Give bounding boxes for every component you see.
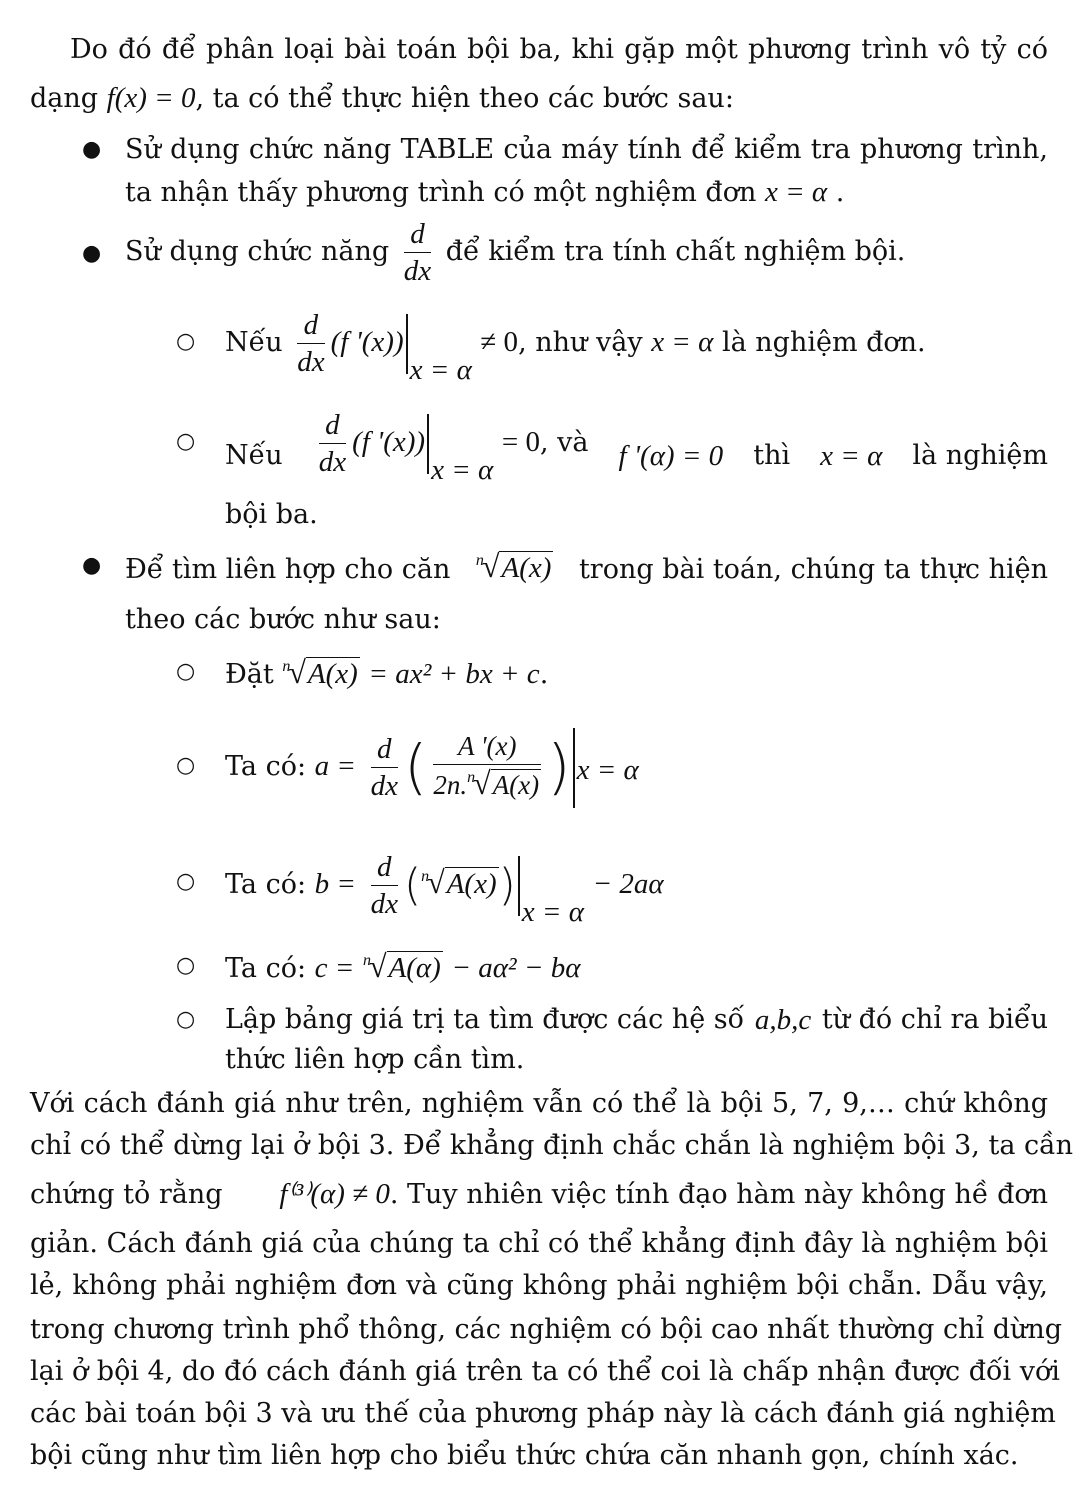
bullet-3-line-1 <box>125 546 1048 593</box>
root-sub-3-line <box>225 838 664 956</box>
root-sub-5-line-1 <box>225 1000 1048 1040</box>
nth-root-Ax: $^n$√A(x) <box>421 864 497 900</box>
nth-root-Ax: $^n$√A(x) <box>475 548 552 584</box>
closing-line-5 <box>30 1266 1048 1306</box>
intro-text-2a: dạng <box>30 83 99 114</box>
bullet-2-text-b: để kiểm tra tính chất nghiệm bội. <box>445 236 906 267</box>
evaluation-point: x = α <box>576 754 639 786</box>
radicand: A(x) <box>307 658 358 690</box>
root-sub-4-text: Ta có: <box>225 953 307 984</box>
bullet-1-line-2 <box>125 172 844 213</box>
closing-text-3b: . Tuy nhiên việc tính đạo hàm này không hề đơn <box>389 1179 1048 1210</box>
sub-2-line <box>225 400 1048 512</box>
closing-line-3 <box>30 1174 1048 1215</box>
closing-text-1: Với cách đánh giá như trên, nghiệm vẫn có thể là bội 5, 7, 9,… chứ không <box>30 1088 1048 1119</box>
evaluation-point: x = α <box>409 354 472 386</box>
radicand: A(x) <box>446 868 497 900</box>
root-sub-2-line <box>225 706 639 830</box>
root-index: n <box>475 552 484 569</box>
root-sub-1-line <box>225 652 548 699</box>
root-sub-5-marker: ○ <box>176 1007 196 1032</box>
fraction-numerator: d <box>404 216 431 253</box>
denominator-prefix: 2n. <box>433 769 468 800</box>
sub-2-derivative <box>319 407 346 480</box>
fraction-d-dx <box>404 216 431 289</box>
radicand: A(x) <box>501 552 552 584</box>
coefficient-c: c = <box>314 952 355 984</box>
sub-1-relation: ≠ 0 <box>480 326 519 358</box>
closing-text-8: các bài toán bội 3 và ưu thế của phương pháp này là cách đánh giá nghiệm <box>30 1398 1056 1429</box>
fraction-denominator: dx <box>403 255 432 287</box>
bullet-2-marker: ● <box>82 241 102 266</box>
math-x-alpha: x = α <box>651 326 714 358</box>
coefficient-a: a = <box>314 750 356 782</box>
c-tail-expression: − aα² − bα <box>451 952 581 984</box>
fraction-denominator: dx <box>318 446 347 478</box>
derivative-operator <box>371 731 398 804</box>
right-paren: ) <box>547 732 571 803</box>
bullet-1-period: . <box>835 177 845 208</box>
closing-text-9: bội cũng như tìm liên hợp cho biểu thức chứa căn nhanh gọn, chính xác. <box>30 1440 1019 1471</box>
bullet-1-marker: ● <box>82 137 102 162</box>
evaluation-bar <box>573 728 575 808</box>
sub-2-relation: = 0 <box>501 426 540 458</box>
fraction-numerator: d <box>371 731 398 768</box>
root-sub-5-text-a: Lập bảng giá trị ta tìm được các hệ số <box>225 1004 745 1035</box>
sub-2-text-line-2: bội ba. <box>225 499 318 530</box>
closing-text-5: lẻ, không phải nghiệm đơn và cũng không phải nghiệm bội chẵn. Dẫu vậy, <box>30 1270 1048 1301</box>
closing-line-6 <box>30 1310 1063 1350</box>
fraction-denominator: dx <box>297 346 325 378</box>
root-sub-5-line-2 <box>225 1040 524 1080</box>
radicand: A(x) <box>492 769 540 800</box>
bullet-2-line <box>125 212 905 292</box>
root-sub-3-marker: ○ <box>176 869 196 894</box>
intro-line-1 <box>70 30 1048 70</box>
closing-line-4 <box>30 1224 1048 1264</box>
nth-root-A-alpha: $^n$√A(α) <box>362 948 441 984</box>
bullet-3-text-a: Để tìm liên hợp cho căn <box>125 553 451 585</box>
radicand: A(α) <box>388 952 441 984</box>
sub-1-line <box>225 300 926 412</box>
evaluation-bar <box>427 414 429 474</box>
bullet-1-text-1: Sử dụng chức năng TABLE của máy tính để kiểm tra phương trình, <box>125 134 1048 165</box>
coefficients-abc: a,b,c <box>754 1004 812 1036</box>
closing-text-7: lại ở bội 4, do đó cách đánh giá trên ta có thể coi là chấp nhận được đối với <box>30 1356 1060 1387</box>
right-paren: ) <box>498 859 516 911</box>
math-x-alpha: x = α <box>820 440 883 472</box>
closing-text-3a: chứng tỏ rằng <box>30 1178 223 1210</box>
fraction-denominator: dx <box>370 770 398 802</box>
coefficient-b: b = <box>314 868 356 900</box>
quadratic-expression: = ax² + bx + c <box>368 658 540 690</box>
fraction-numerator: d <box>319 407 346 444</box>
root-sub-1-period: . <box>539 659 549 690</box>
root-sub-2-marker: ○ <box>176 753 196 778</box>
sub-2-text-d: là nghiệm <box>912 440 1048 471</box>
closing-text-4: giản. Cách đánh giá của chúng ta chỉ có thể khẳng định đây là nghiệm bội <box>30 1228 1048 1259</box>
bullet-3-text-line-2: theo các bước như sau: <box>125 604 441 635</box>
root-sub-5-text-line-2: thức liên hợp cần tìm. <box>225 1044 525 1075</box>
sub-1-expression: (f '(x)) <box>330 326 404 358</box>
left-paren: ( <box>403 732 428 803</box>
root-sub-4-line <box>225 946 580 993</box>
sub-2-line-2 <box>225 495 318 535</box>
nth-root-Ax: $^n$√A(x) <box>282 654 358 690</box>
closing-line-2 <box>30 1126 1073 1166</box>
root-index: n <box>362 952 371 969</box>
derivative-operator <box>371 849 398 922</box>
fraction-denominator: dx <box>370 888 398 920</box>
root-index: n <box>282 658 291 675</box>
root-sub-2-text: Ta có: <box>225 751 307 782</box>
root-index: n <box>467 768 476 786</box>
sub-2-marker: ○ <box>176 429 196 454</box>
intro-text-1: Do đó để phân loại bài toán bội ba, khi gặp một phương trình vô tỷ có <box>70 34 1048 65</box>
bullet-1-line-1 <box>125 130 1048 170</box>
evaluation-bar <box>518 856 520 916</box>
bullet-1-text-2: ta nhận thấy phương trình có một nghiệm đơn <box>125 177 757 208</box>
root-sub-1-marker: ○ <box>176 659 196 684</box>
root-sub-3-text: Ta có: <box>225 869 307 900</box>
sub-2-expression: (f '(x)) <box>352 426 426 458</box>
math-x-alpha: x = α <box>764 176 828 208</box>
bullet-3-line-2 <box>125 600 441 640</box>
sub-2-text-c: thì <box>753 440 791 471</box>
bullet-3-text-b: trong bài toán, chúng ta thực hiện <box>578 553 1048 585</box>
third-derivative-condition: f⁽³⁾(α) ≠ 0 <box>279 1178 390 1210</box>
sub-1-text-c: là nghiệm đơn. <box>721 327 926 358</box>
root-sub-4-marker: ○ <box>176 953 196 978</box>
equation-fx-zero: f(x) = 0 <box>106 82 196 114</box>
closing-line-8 <box>30 1394 1056 1434</box>
b-tail-expression: − 2aα <box>592 868 664 900</box>
nth-root-Ax: $^n$√A(x) <box>467 764 540 801</box>
bullet-3-marker: ● <box>82 553 102 578</box>
sub-2-text-b: , và <box>539 427 589 458</box>
sub-1-text-b: , như vậy <box>518 327 643 358</box>
root-sub-5-text-b: từ đó chỉ ra biểu <box>821 1004 1048 1035</box>
left-paren: ( <box>403 859 422 911</box>
closing-line-1 <box>30 1084 1048 1124</box>
math-f-prime-alpha: f '(α) = 0 <box>618 440 724 472</box>
fraction-a-formula <box>433 728 541 808</box>
sub-1-derivative <box>297 307 324 380</box>
evaluation-bar <box>406 314 408 374</box>
intro-text-2b: , ta có thể thực hiện theo các bước sau: <box>195 83 734 114</box>
closing-text-2: chỉ có thể dừng lại ở bội 3. Để khẳng định chắc chắn là nghiệm bội 3, ta cần <box>30 1130 1073 1161</box>
bullet-2-text-a: Sử dụng chức năng <box>125 236 390 267</box>
evaluation-point: x = α <box>431 454 494 486</box>
closing-text-6: trong chương trình phổ thông, các nghiệm có bội cao nhất thường chỉ dừng <box>30 1314 1063 1345</box>
sub-1-marker: ○ <box>176 329 196 354</box>
evaluation-point: x = α <box>521 896 584 928</box>
intro-line-2 <box>30 78 734 119</box>
closing-line-7 <box>30 1352 1060 1392</box>
fraction-numerator: d <box>297 307 324 344</box>
fraction-denominator <box>433 765 541 808</box>
sub-2-text-a: Nếu <box>225 440 283 471</box>
closing-line-9 <box>30 1436 1019 1476</box>
sub-1-text-a: Nếu <box>225 327 283 358</box>
root-sub-1-text: Đặt <box>225 659 274 690</box>
fraction-numerator: d <box>371 849 398 886</box>
root-index: n <box>421 868 430 885</box>
fraction-numerator: A '(x) <box>433 728 541 765</box>
